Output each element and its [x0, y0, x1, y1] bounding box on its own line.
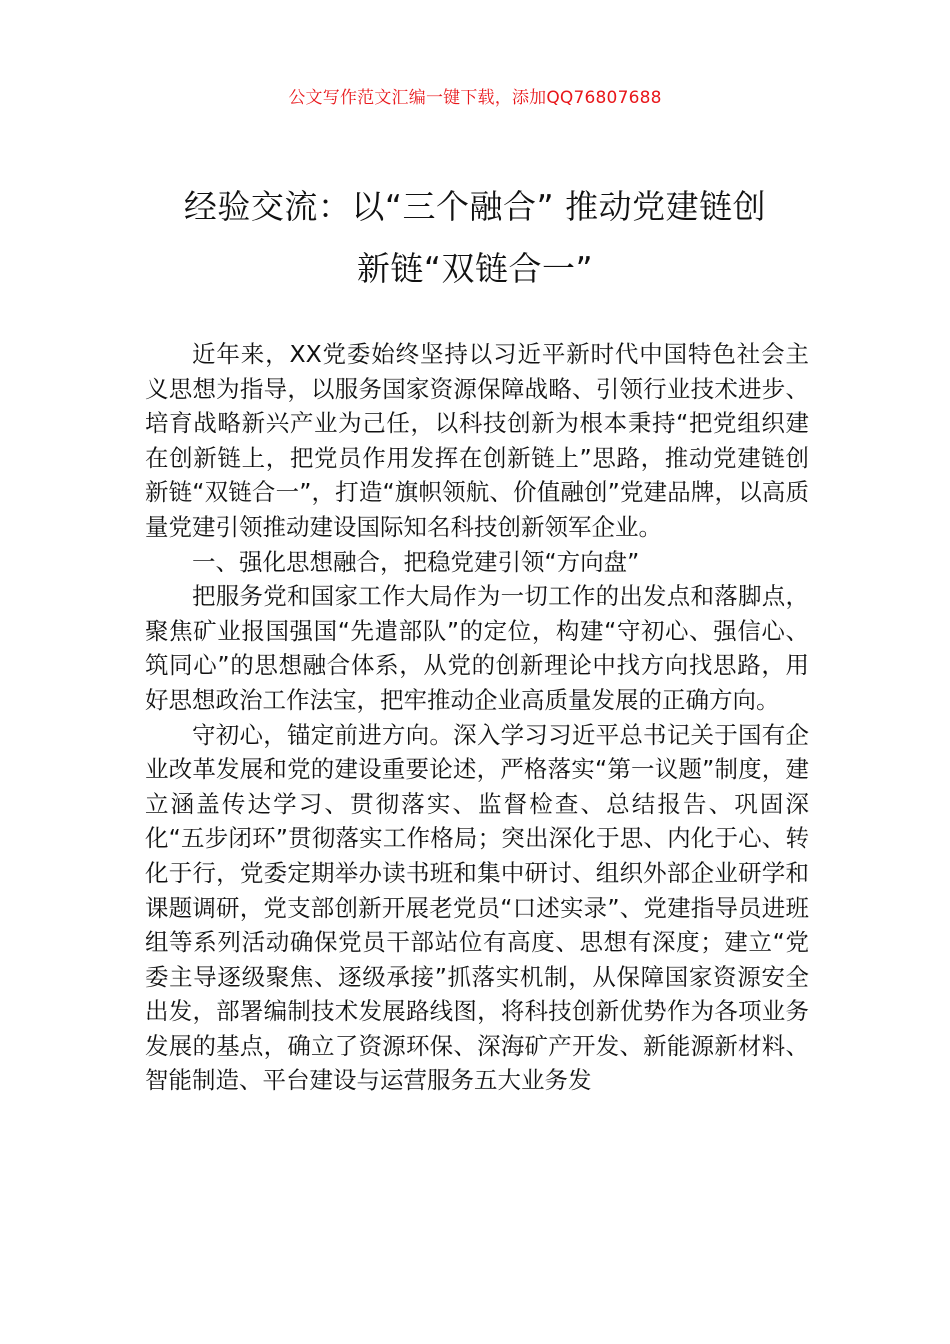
document-title: [80, 176, 870, 300]
intro-paragraph: 近年来，XX党委始终坚持以习近平新时代中国特色社会主义思想为指导，以服务国家资源保障战略、引领行业技术进步、培育战略新兴产业为己任，以科技创新为根本秉持“把党组织建在创新链上，把党员作用发挥在创新链上”思路，推动党建链创新链“双链合一”，打造“旗帜领航、价值融创”党建品牌，以高质量党建引领推动建设国际知名科技创新领军企业。: [145, 340, 809, 541]
title-line-2: 新链“双链合一”: [356, 249, 594, 288]
download-notice: 公文写作范文汇编一键下载，添加QQ76807688: [288, 88, 662, 108]
body-paragraph: 把服务党和国家工作大局作为一切工作的出发点和落脚点，聚焦矿业报国强国“先遣部队”的定位，构建“守初心、强信心、筑同心”的思想融合体系，从党的创新理论中找方向找思路，用好思想政治工作法宝，把牢推动企业高质量发展的正确方向。: [145, 582, 809, 714]
section-heading: 一、强化思想融合，把稳党建引领“方向盘”: [192, 547, 640, 576]
document-body: [145, 337, 809, 1098]
title-line-1: 经验交流：以“三个融合” 推动党建链创: [183, 187, 767, 226]
body-paragraph: 守初心，锚定前进方向。深入学习习近平总书记关于国有企业改革发展和党的建设重要论述，严格落实“第一议题”制度，建立涵盖传达学习、贯彻落实、监督检查、总结报告、巩固深化“五步闭环”贯彻落实工作格局；突出深化于思、内化于心、转化于行，党委定期举办读书班和集中研讨、组织外部企业研学和课题调研，党支部创新开展老党员“口述实录”、党建指导员进班组等系列活动确保党员干部站位有高度、思想有深度；建立“党委主导逐级聚焦、逐级承接”抓落实机制，从保障国家资源安全出发，部署编制技术发展路线图，将科技创新优势作为各项业务发展的基点，确立了资源环保、深海矿产开发、新能源新材料、智能制造、平台建设与运营服务五大业务发: [145, 720, 809, 1095]
